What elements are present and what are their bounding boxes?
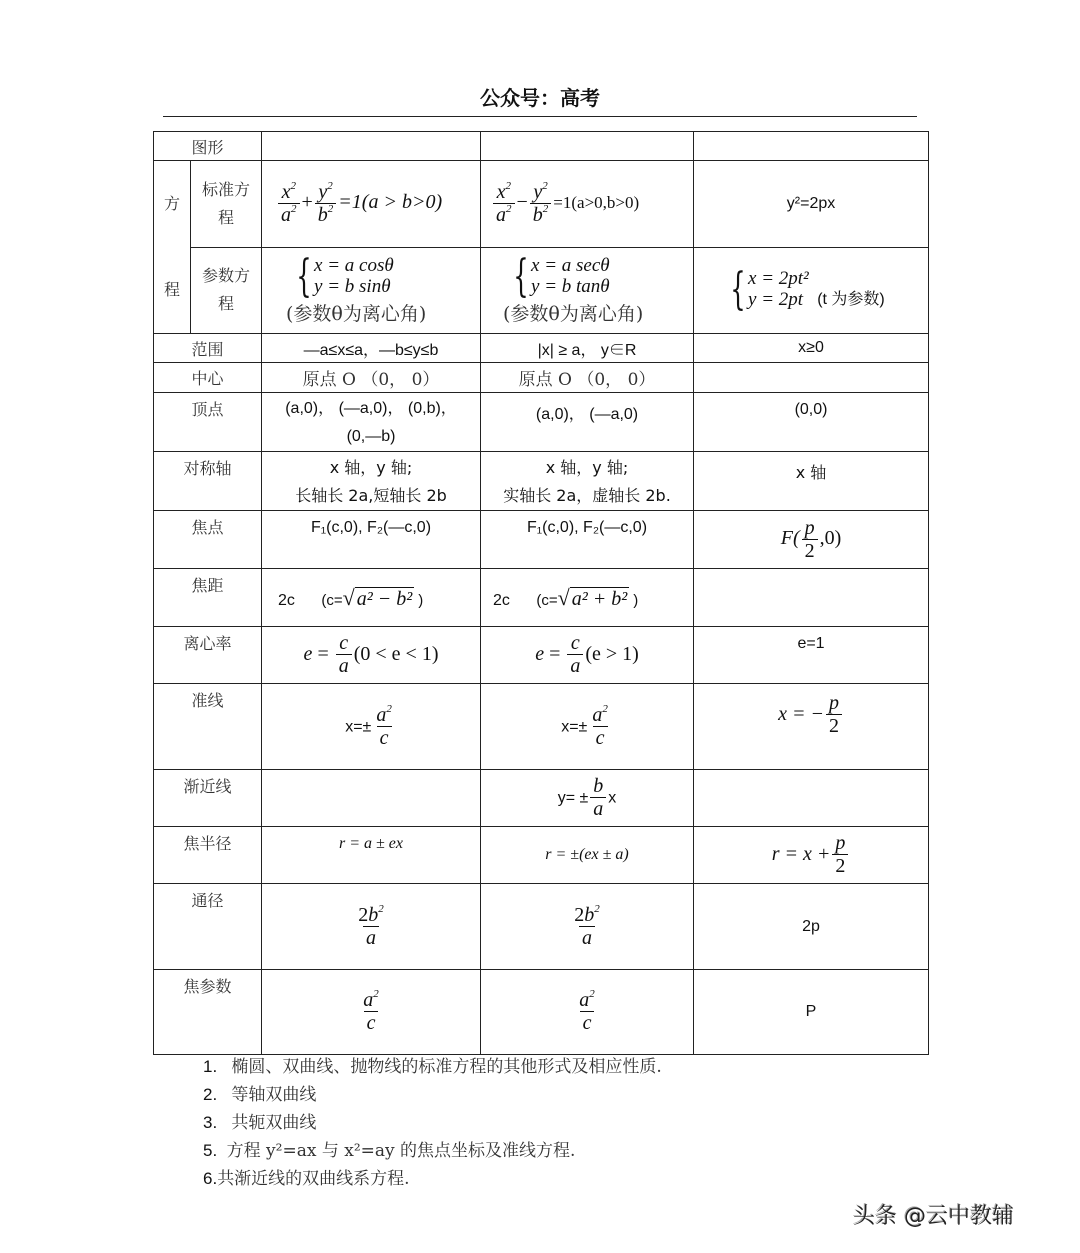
label-standard-eq: 标准方程 bbox=[191, 161, 262, 248]
row-parametric-equation bbox=[154, 247, 929, 334]
ellipse-latus-rectum: $\frac{2b^2}{a}$ bbox=[262, 884, 481, 970]
parabola-axis: x 轴 bbox=[694, 452, 929, 511]
hyperbola-focal-radicand: a² + b² bbox=[571, 587, 628, 610]
hyperbola-eccentricity-cond: (e > 1) bbox=[585, 642, 639, 665]
note-item bbox=[203, 1165, 662, 1193]
ellipse-axis bbox=[262, 452, 481, 511]
hyperbola-focal-distance: 2c (c= √ a² + b² ) bbox=[481, 569, 694, 627]
ellipse-focal-2c: 2c bbox=[278, 591, 295, 609]
parabola-asymptote bbox=[694, 770, 929, 827]
note-item bbox=[203, 1081, 662, 1109]
ellipse-eccentricity-cond: (0 < e < 1) bbox=[353, 642, 439, 665]
note-item bbox=[203, 1109, 662, 1137]
note-item bbox=[203, 1053, 662, 1081]
label-param-eq: 参数方程 bbox=[191, 247, 262, 334]
ellipse-graph bbox=[262, 132, 481, 161]
label-equation-1: 方 bbox=[163, 194, 180, 213]
parabola-param-x: x = 2pt² bbox=[748, 268, 809, 290]
row-standard-equation bbox=[154, 161, 929, 248]
ellipse-asymptote bbox=[262, 770, 481, 827]
ellipse-vertex bbox=[262, 393, 481, 452]
parabola-focal-distance bbox=[694, 569, 929, 627]
ellipse-param-eq: { x = a cosθ y = b sinθ (参数θ为离心角) bbox=[262, 247, 481, 334]
parabola-range: x≥0 bbox=[694, 334, 929, 363]
row-graph bbox=[154, 132, 929, 161]
hyperbola-param-note: (参数θ为离心角) bbox=[503, 302, 644, 325]
hyperbola-focal-radius: r = ±(ex ± a) bbox=[481, 827, 694, 884]
ellipse-focal-radicand: a² − b² bbox=[356, 587, 413, 610]
row-vertex bbox=[154, 393, 929, 452]
label-focal-distance: 焦距 bbox=[154, 569, 262, 627]
parabola-focal-parameter: P bbox=[694, 970, 929, 1055]
label-focus: 焦点 bbox=[154, 511, 262, 569]
ellipse-param-y: y = b sinθ bbox=[314, 275, 391, 297]
row-range bbox=[154, 334, 929, 363]
hyperbola-axis-line1: x 轴，y 轴; bbox=[545, 458, 629, 477]
note-text: 方程 y²=ax 与 x²=ay 的焦点坐标及准线方程. bbox=[226, 1141, 576, 1161]
label-asymptote: 渐近线 bbox=[154, 770, 262, 827]
ellipse-standard-condition: =1(a > b>0) bbox=[338, 191, 443, 214]
label-range: 范围 bbox=[154, 334, 262, 363]
hyperbola-focus: F₁(c,0), F₂(—c,0) bbox=[481, 511, 694, 569]
parabola-focus-prefix: F( bbox=[780, 527, 800, 550]
hyperbola-center: 原点 O （0， 0） bbox=[481, 363, 694, 393]
parabola-param-y: y = 2pt bbox=[748, 289, 804, 311]
ellipse-axis-line1: x 轴，y 轴; bbox=[329, 458, 413, 477]
parabola-focus: F( $\frac{p}{2}$ ,0) bbox=[694, 511, 929, 569]
parabola-param-note: (t 为参数) bbox=[817, 291, 885, 309]
watermark: 头条 @云中教辅 bbox=[853, 1204, 1014, 1229]
row-axis bbox=[154, 452, 929, 511]
hyperbola-standard-eq: $\frac{x^2}{a^2}$ − $\frac{y^2}{b^2}$ =1(a>0,b>0) bbox=[481, 161, 694, 248]
hyperbola-graph bbox=[481, 132, 694, 161]
parabola-focal-radius: r = x + $\frac{p}{2}$ bbox=[694, 827, 929, 884]
row-focal-parameter bbox=[154, 970, 929, 1055]
hyperbola-standard-condition: =1(a>0,b>0) bbox=[553, 193, 640, 213]
label-directrix: 准线 bbox=[154, 684, 262, 770]
label-focal-parameter: 焦参数 bbox=[154, 970, 262, 1055]
ellipse-axis-line2: 长轴长 2a,短轴长 2b bbox=[295, 486, 447, 505]
parabola-vertex: (0,0) bbox=[694, 393, 929, 452]
row-center bbox=[154, 363, 929, 393]
row-eccentricity bbox=[154, 627, 929, 684]
ellipse-range: —a≤x≤a，—b≤y≤b bbox=[262, 334, 481, 363]
ellipse-focal-parameter: $\frac{a^2}{c}$ bbox=[262, 970, 481, 1055]
ellipse-vertex-line1: (a,0)， (—a,0)， (0,b)， bbox=[285, 400, 457, 417]
hyperbola-asymptote-prefix: y= ± bbox=[557, 789, 589, 807]
page-header-title: 公众号：高考 bbox=[480, 86, 600, 110]
label-axis: 对称轴 bbox=[154, 452, 262, 511]
row-focal-radius bbox=[154, 827, 929, 884]
parabola-focus-suffix: ,0) bbox=[819, 527, 842, 550]
ellipse-focal-c: (c= bbox=[321, 591, 343, 609]
hyperbola-vertex: (a,0)， (—a,0) bbox=[481, 393, 694, 452]
note-number: 1. bbox=[203, 1057, 218, 1076]
label-equation-group bbox=[154, 161, 191, 334]
parabola-param-eq: { x = 2pt² y = 2pt (t 为参数) bbox=[694, 247, 929, 334]
row-focal-distance bbox=[154, 569, 929, 627]
note-text: 等轴双曲线 bbox=[231, 1085, 317, 1105]
note-number: 5. bbox=[203, 1141, 218, 1160]
hyperbola-range: |x| ≥ a， y∈R bbox=[481, 334, 694, 363]
note-number: 2. bbox=[203, 1085, 218, 1104]
parabola-standard-eq: y²=2px bbox=[694, 161, 929, 248]
hyperbola-param-x: x = a secθ bbox=[531, 254, 610, 276]
parabola-focal-radius-prefix: r = x + bbox=[771, 842, 831, 865]
note-item bbox=[203, 1137, 662, 1165]
ellipse-focal-distance: 2c (c= √ a² − b² ) bbox=[262, 569, 481, 627]
hyperbola-axis bbox=[481, 452, 694, 511]
label-equation-2: 程 bbox=[163, 280, 180, 299]
conic-sections-table bbox=[153, 131, 929, 1055]
parabola-eccentricity: e=1 bbox=[694, 627, 929, 684]
label-graph: 图形 bbox=[154, 132, 262, 161]
ellipse-center: 原点 O （0， 0） bbox=[262, 363, 481, 393]
hyperbola-param-eq: { x = a secθ y = b tanθ (参数θ为离心角) bbox=[481, 247, 694, 334]
parabola-directrix-prefix: x = − bbox=[778, 702, 824, 725]
ellipse-directrix: x=± $\frac{a^2}{c}$ bbox=[262, 684, 481, 770]
note-number: 3. bbox=[203, 1113, 218, 1132]
hyperbola-focal-2c: 2c bbox=[493, 591, 510, 609]
note-number: 6. bbox=[203, 1169, 218, 1188]
parabola-directrix: x = − $\frac{p}{2}$ bbox=[694, 684, 929, 770]
row-latus-rectum bbox=[154, 884, 929, 970]
hyperbola-asymptote: y= ± $\frac{b}{a}$ x bbox=[481, 770, 694, 827]
ellipse-focal-radius: r = a ± ex bbox=[262, 827, 481, 884]
hyperbola-axis-line2: 实轴长 2a，虚轴长 2b. bbox=[503, 486, 671, 505]
hyperbola-focal-parameter: $\frac{a^2}{c}$ bbox=[481, 970, 694, 1055]
label-latus-rectum: 通径 bbox=[154, 884, 262, 970]
hyperbola-latus-rectum: $\frac{2b^2}{a}$ bbox=[481, 884, 694, 970]
hyperbola-focal-c: (c= bbox=[536, 591, 558, 609]
ellipse-param-note: (参数θ为离心角) bbox=[286, 302, 427, 325]
ellipse-vertex-line2: (0,—b) bbox=[346, 428, 396, 445]
label-focal-radius: 焦半径 bbox=[154, 827, 262, 884]
hyperbola-asymptote-suffix: x bbox=[608, 789, 617, 807]
row-directrix bbox=[154, 684, 929, 770]
ellipse-eccentricity: e = $\frac{c}{a}$ (0 < e < 1) bbox=[262, 627, 481, 684]
notes-list bbox=[203, 1053, 662, 1193]
ellipse-focus: F₁(c,0), F₂(—c,0) bbox=[262, 511, 481, 569]
header-divider bbox=[163, 116, 917, 117]
ellipse-standard-eq: $\frac{x^2}{a^2}$ + $\frac{y^2}{b^2}$ =1(a > b>0) bbox=[262, 161, 481, 248]
note-text: 共渐近线的双曲线系方程. bbox=[217, 1169, 410, 1189]
row-focus bbox=[154, 511, 929, 569]
note-text: 椭圆、双曲线、抛物线的标准方程的其他形式及相应性质. bbox=[231, 1057, 662, 1077]
label-vertex: 顶点 bbox=[154, 393, 262, 452]
note-text: 共轭双曲线 bbox=[231, 1113, 317, 1133]
label-eccentricity: 离心率 bbox=[154, 627, 262, 684]
hyperbola-param-y: y = b tanθ bbox=[531, 275, 610, 297]
parabola-latus-rectum: 2p bbox=[694, 884, 929, 970]
parabola-center bbox=[694, 363, 929, 393]
row-asymptote bbox=[154, 770, 929, 827]
hyperbola-directrix: x=± $\frac{a^2}{c}$ bbox=[481, 684, 694, 770]
hyperbola-directrix-prefix: x=± bbox=[561, 718, 588, 736]
hyperbola-eccentricity: e = $\frac{c}{a}$ (e > 1) bbox=[481, 627, 694, 684]
parabola-graph bbox=[694, 132, 929, 161]
ellipse-param-x: x = a cosθ bbox=[314, 254, 394, 276]
ellipse-directrix-prefix: x=± bbox=[345, 718, 372, 736]
label-center: 中心 bbox=[154, 363, 262, 393]
